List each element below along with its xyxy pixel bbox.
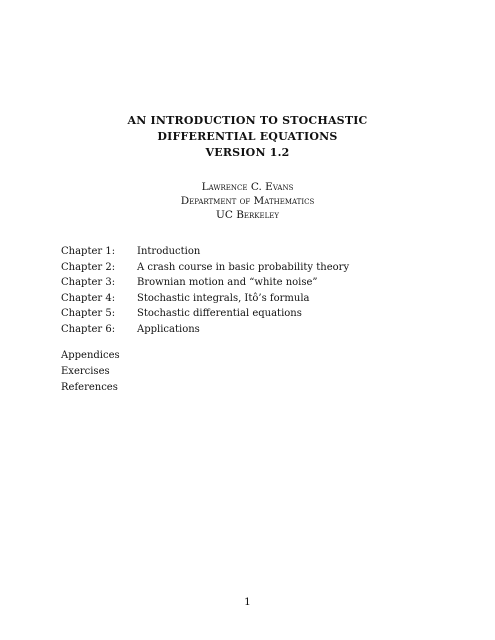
references-item: References bbox=[61, 382, 118, 393]
appendix-list bbox=[61, 348, 120, 396]
toc-row-chapter-5 bbox=[61, 306, 349, 322]
toc-chapter-title: Stochastic differential equations bbox=[137, 308, 302, 319]
toc-chapter-label: Chapter 2: bbox=[61, 261, 116, 273]
toc-chapter-title: A crash course in basic probability theory bbox=[137, 261, 350, 273]
appendices-item: Appendices bbox=[61, 350, 120, 361]
document-title bbox=[0, 113, 495, 161]
toc-row-chapter-3 bbox=[61, 275, 349, 291]
toc-row-chapter-4 bbox=[61, 291, 349, 307]
author-name: Lawrence C. Evans bbox=[201, 181, 294, 193]
toc-chapter-label: Chapter 4: bbox=[61, 292, 116, 304]
toc-chapter-label: Chapter 3: bbox=[61, 277, 116, 288]
toc-chapter-label: Chapter 5: bbox=[61, 308, 116, 319]
toc-chapter-title: Applications bbox=[137, 323, 200, 335]
toc-chapter-label: Chapter 6: bbox=[61, 323, 116, 335]
exercises-item: Exercises bbox=[61, 366, 110, 377]
toc-row-chapter-6 bbox=[61, 322, 349, 338]
toc-chapter-title: Introduction bbox=[137, 246, 201, 257]
title-line-3: VERSION 1.2 bbox=[205, 146, 290, 159]
table-of-contents bbox=[61, 244, 349, 337]
toc-chapter-title: Brownian motion and “white noise” bbox=[137, 277, 318, 288]
author-department: Department of Mathematics bbox=[180, 195, 315, 207]
title-line-1: AN INTRODUCTION TO STOCHASTIC bbox=[127, 114, 368, 127]
toc-row-chapter-2 bbox=[61, 260, 349, 276]
author-info bbox=[0, 180, 495, 222]
page-number: 1 bbox=[244, 596, 251, 608]
author-institution: UC Berkeley bbox=[215, 209, 280, 221]
toc-chapter-title: Stochastic integrals, Itô’s formula bbox=[137, 292, 310, 304]
title-line-2: DIFFERENTIAL EQUATIONS bbox=[157, 130, 338, 143]
toc-row-chapter-1 bbox=[61, 244, 349, 260]
toc-chapter-label: Chapter 1: bbox=[61, 246, 116, 257]
